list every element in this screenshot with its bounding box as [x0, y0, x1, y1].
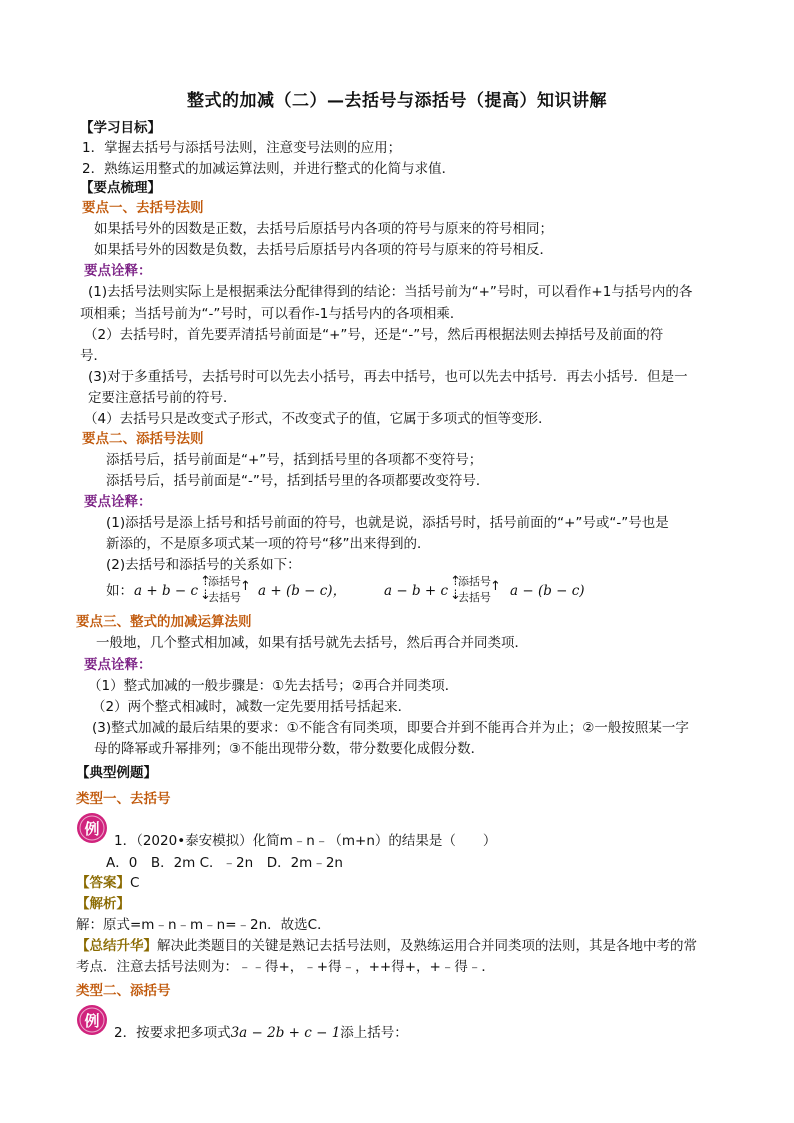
example-badge-icon: [76, 1004, 108, 1036]
kp2-example-prefix: 如：: [106, 583, 133, 599]
expr2-right: a − (b − c): [510, 583, 585, 599]
kp2-heading: 要点二、添括号法则: [82, 431, 204, 447]
kp1-note-heading: 要点诠释：: [84, 263, 152, 279]
question-2-suffix: 添上括号：: [340, 1025, 408, 1041]
question-2-prefix: 2．按要求把多项式: [114, 1025, 231, 1041]
kp2-note-3: (2)去括号和添括号的关系如下：: [106, 557, 301, 573]
objective-2: 2．熟练运用整式的加减运算法则，并进行整式的化简与求值．: [82, 161, 456, 177]
kp3-line: 一般地，几个整式相加减，如果有括号就先去括号，然后再合并同类项．: [96, 635, 528, 651]
answer-label: 【答案】: [76, 875, 130, 891]
analysis-label: 【解析】: [76, 896, 130, 912]
updown-arrow-icon: ⇡ ⇣: [200, 574, 211, 603]
examples-heading: 【典型例题】: [76, 765, 157, 781]
example-badge-icon: [76, 812, 108, 844]
badge-label: 例: [84, 1012, 100, 1030]
expr1-left: a + b − c: [134, 583, 199, 599]
keypoints-heading: 【要点梳理】: [80, 180, 161, 196]
kp1-heading: 要点一、去括号法则: [82, 200, 204, 216]
kp1-note-4: 号．: [80, 348, 107, 364]
type1-heading: 类型一、去括号: [76, 791, 171, 807]
badge-label: 例: [84, 820, 100, 838]
kp3-note-1: （1）整式加减的一般步骤是：①先去括号；②再合并同类项．: [88, 678, 459, 694]
kp2-line-2: 添括号后，括号前面是“-”号，括到括号里的各项都要改变符号．: [106, 473, 490, 489]
expr2-left: a − b + c: [384, 583, 449, 599]
question-1-options: A．0 B．2m C．﹣2n D．2m﹣2n: [106, 855, 343, 871]
kp3-note-2: （2）两个整式相减时，减数一定先要用括号括起来．: [92, 699, 412, 715]
answer-value: C: [130, 875, 140, 891]
kp3-note-3: (3)整式加减的最后结果的要求：①不能含有同类项，即要合并到不能再合并为止；②一般按照某一字: [92, 720, 689, 736]
page-title: 整式的加减（二）—去括号与添括号（提高）知识讲解: [187, 91, 607, 111]
kp2-line-1: 添括号后，括号前面是“+”号，括到括号里的各项都不变符号；: [106, 452, 483, 468]
kp3-note-heading: 要点诠释：: [84, 657, 152, 673]
kp3-note-4: 母的降幂或升幂排列；③不能出现带分数，带分数要化成假分数．: [94, 741, 485, 757]
kp2-note-2: 新添的，不是原多项式某一项的符号“移”出来得到的．: [106, 536, 431, 552]
expr2-arrows: [450, 574, 501, 605]
kp3-heading: 要点三、整式的加减运算法则: [76, 614, 252, 630]
expr1-right: a + (b − c)，: [258, 583, 347, 599]
arrow-top-label: 添括号: [208, 575, 241, 588]
kp1-note-5: (3)对于多重括号，去括号时可以先去小括号，再去中括号，也可以先去中括号．再去小括号．但是一: [88, 369, 688, 385]
up-arrow-icon: ↑: [490, 579, 501, 594]
arrow-top-label: 添括号: [458, 575, 491, 588]
expr1-arrows: [200, 574, 251, 605]
kp1-line-2: 如果括号外的因数是负数，去括号后原括号内各项的符号与原来的符号相反．: [94, 242, 553, 258]
question-2-expr: 3a − 2b + c − 1: [230, 1025, 341, 1041]
objectives-heading: 【学习目标】: [80, 120, 161, 136]
summary-text-1: 解决此类题目的关键是熟记去括号法则，及熟练运用合并同类项的法则，其是各地中考的常: [157, 938, 697, 954]
up-arrow-icon: ↑: [240, 579, 251, 594]
arrow-bottom-label: 去括号: [208, 591, 241, 604]
type2-heading: 类型二、添括号: [76, 983, 171, 999]
kp1-note-7: （4）去括号只是改变式子形式，不改变式子的值，它属于多项式的恒等变形．: [84, 411, 552, 427]
kp1-note-2: 项相乘；当括号前为“-”号时，可以看作-1与括号内的各项相乘．: [80, 306, 464, 322]
question-1: 1．（2020•泰安模拟）化简m﹣n﹣（m+n）的结果是（ ）: [114, 833, 497, 849]
kp1-note-6: 定要注意括号前的符号．: [88, 390, 237, 406]
kp2-note-heading: 要点诠释：: [84, 494, 152, 510]
summary-label: 【总结升华】: [76, 938, 157, 954]
arrow-bottom-label: 去括号: [458, 591, 491, 604]
solution-line: 解：原式=m﹣n﹣m﹣n=﹣2n．故选C．: [76, 917, 331, 933]
kp1-note-3: （2）去括号时，首先要弄清括号前面是“+”号，还是“-”号，然后再根据法则去掉括号及前面的符: [84, 327, 664, 343]
summary-text-2: 考点．注意去括号法则为：﹣﹣得+，﹣+得﹣，++得+，+﹣得﹣．: [76, 959, 495, 975]
kp2-note-1: (1)添括号是添上括号和括号前面的符号，也就是说，添括号时，括号前面的“+”号或“-”号也是: [106, 515, 669, 531]
kp1-note-1: (1)去括号法则实际上是根据乘法分配律得到的结论：当括号前为“+”号时，可以看作+1与括号内的各: [88, 284, 693, 300]
objective-1: 1．掌握去括号与添括号法则，注意变号法则的应用；: [82, 140, 402, 156]
updown-arrow-icon: ⇡ ⇣: [450, 574, 461, 603]
kp1-line-1: 如果括号外的因数是正数，去括号后原括号内各项的符号与原来的符号相同；: [94, 221, 553, 237]
